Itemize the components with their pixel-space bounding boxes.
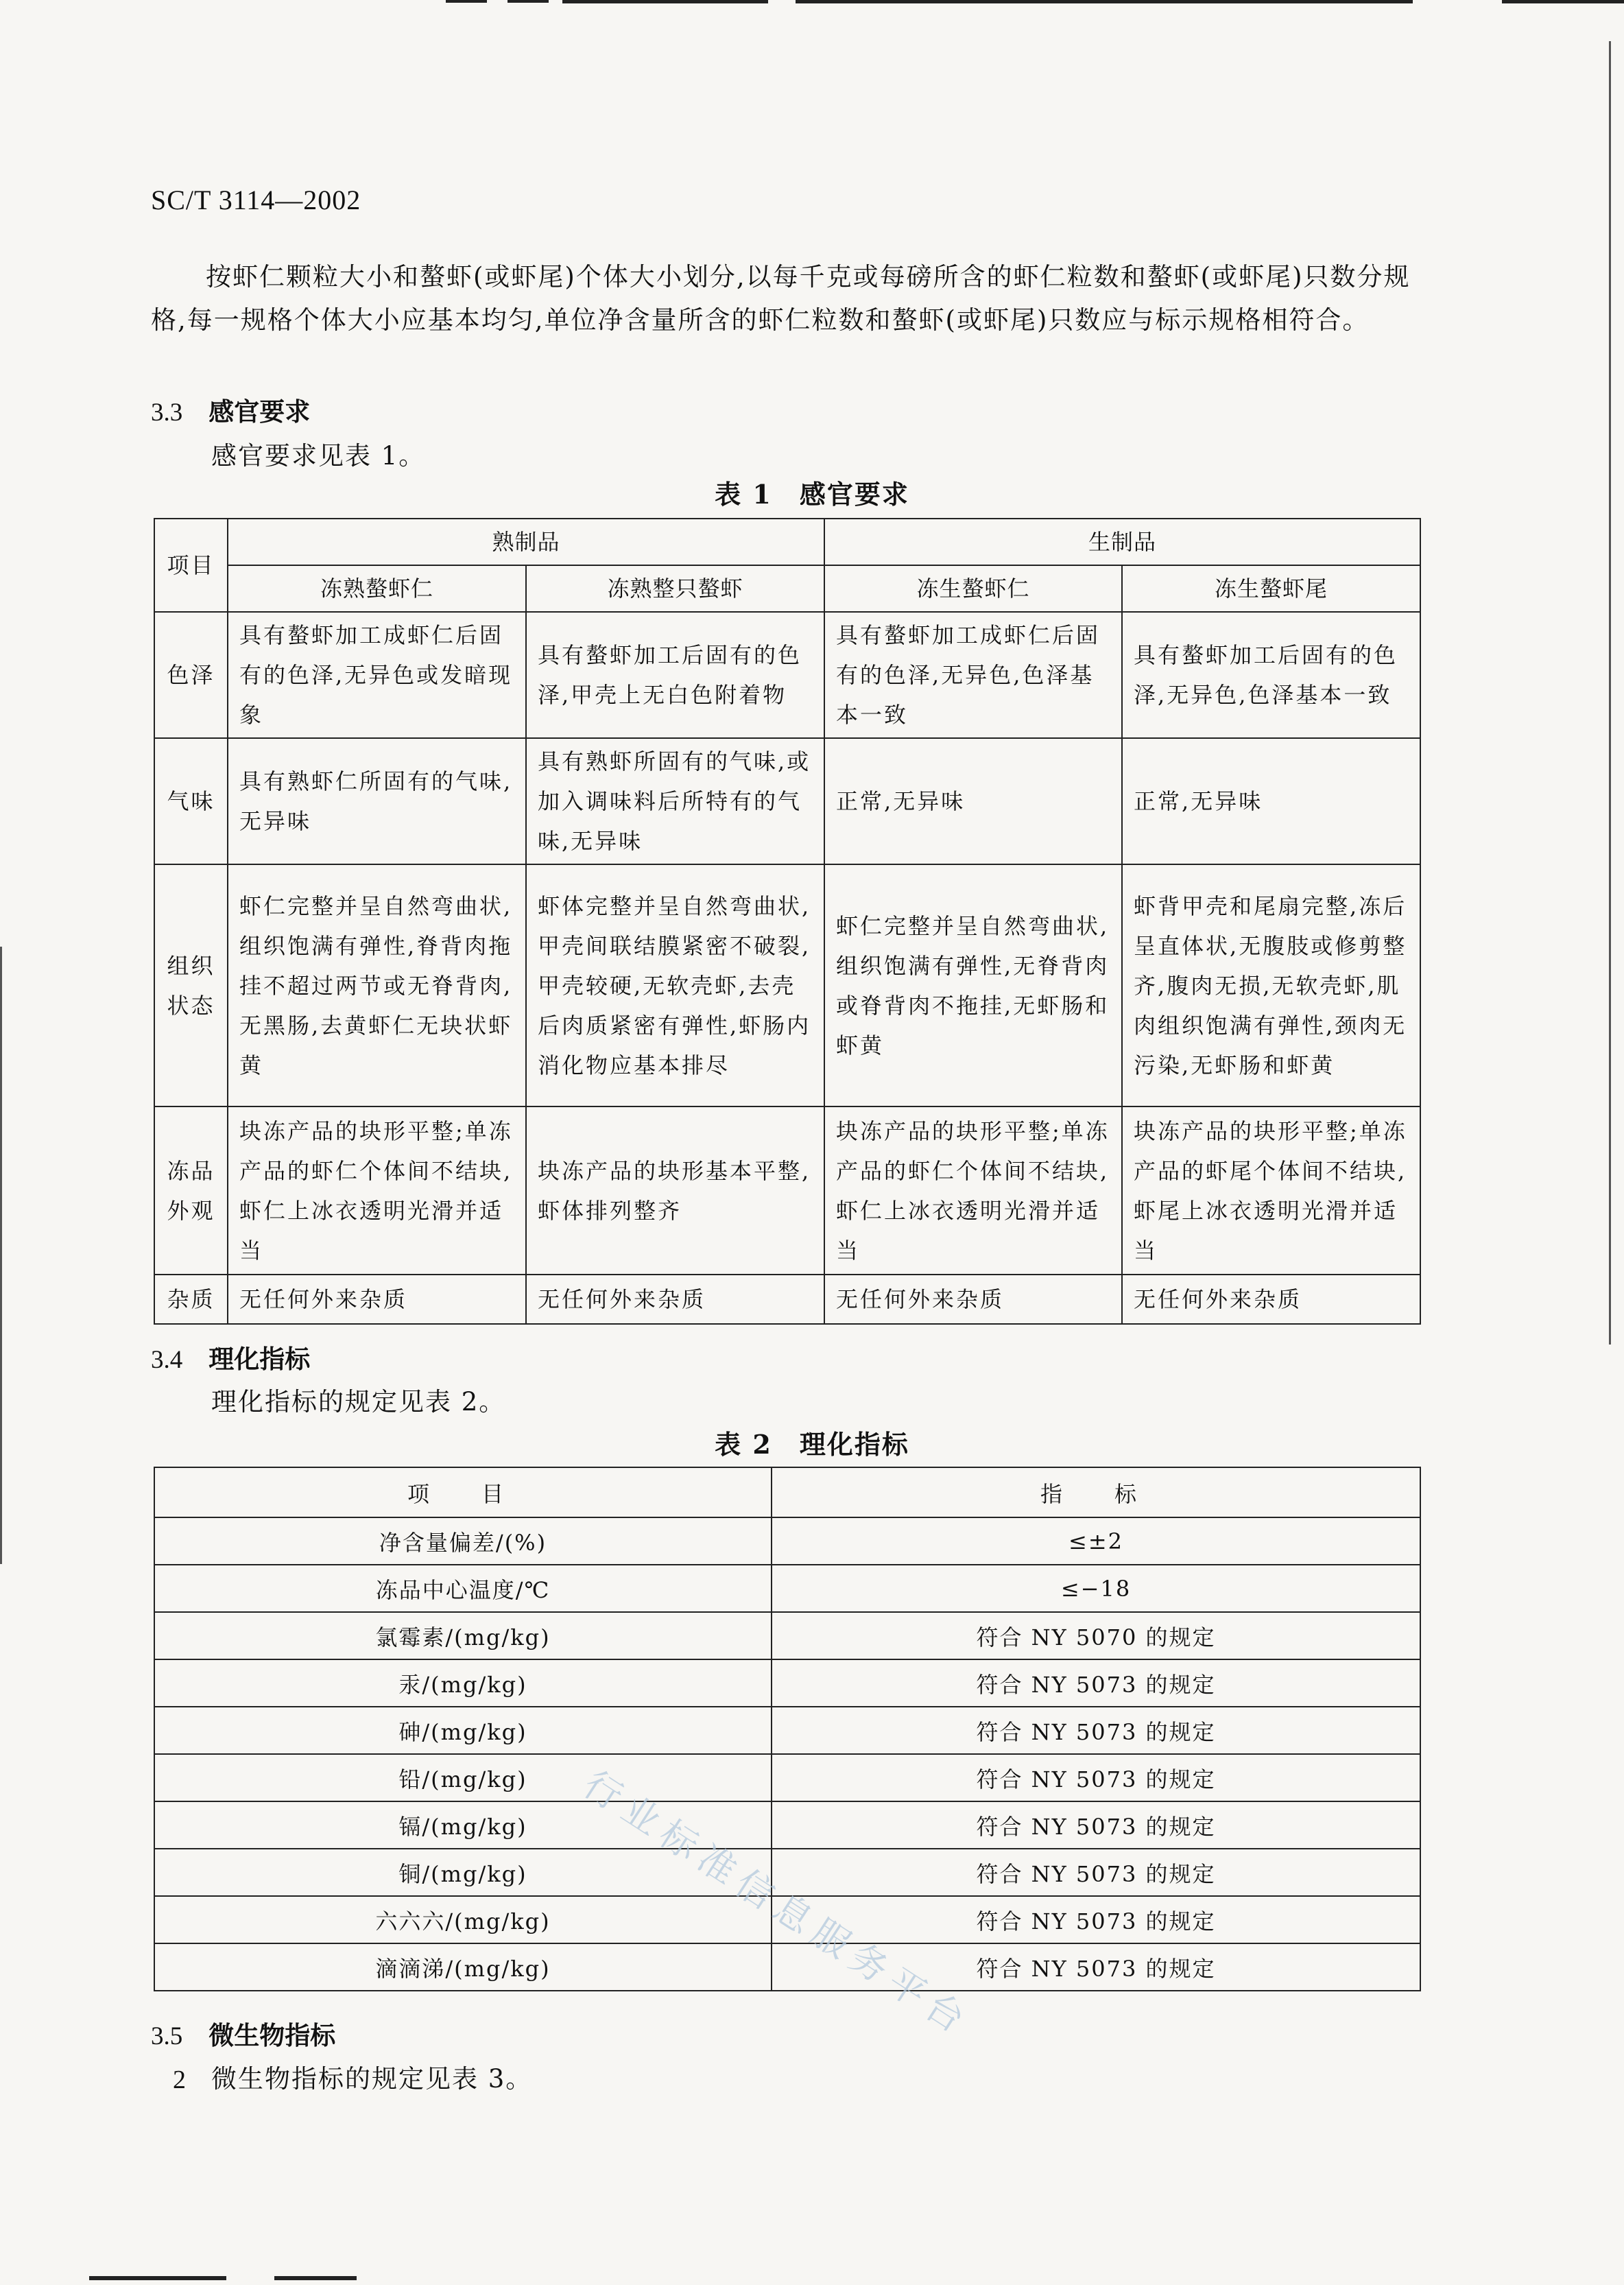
row-value: ≤−18 [772, 1565, 1420, 1612]
row-item: 铜/(mg/kg) [154, 1849, 772, 1896]
scan-edge [1609, 41, 1611, 1345]
table-cell: 无任何外来杂质 [1122, 1275, 1420, 1324]
table-cell: 虾仁完整并呈自然弯曲状,组织饱满有弹性,脊背肉拖挂不超过两节或无脊背肉,无黑肠,去黄虾仁无块状虾黄 [228, 864, 526, 1106]
section-title: 理化指标 [208, 1344, 311, 1374]
section-number: 3.5 [151, 2022, 183, 2050]
row-item: 六六六/(mg/kg) [154, 1896, 772, 1943]
header-col: 冻熟整只螯虾 [526, 565, 824, 612]
table-row [154, 612, 1420, 738]
section-number: 3.3 [151, 399, 183, 427]
table-row [154, 1612, 1420, 1659]
table-row [154, 1275, 1420, 1324]
table-1-caption: 表 1 感官要求 [715, 479, 909, 510]
scan-edge [0, 947, 2, 1564]
section-3-4-intro: 理化指标的规定见表 2。 [211, 1387, 506, 1417]
row-item: 铅/(mg/kg) [154, 1754, 772, 1801]
table-cell: 无任何外来杂质 [526, 1275, 824, 1324]
table-row [154, 1801, 1420, 1849]
header-col: 冻生螯虾尾 [1122, 565, 1420, 612]
row-item: 净含量偏差/(%) [154, 1517, 772, 1565]
row-item: 镉/(mg/kg) [154, 1801, 772, 1849]
scan-mark [446, 0, 487, 3]
table-row [154, 1106, 1420, 1275]
table-row [154, 738, 1420, 864]
header-item: 项目 [154, 519, 228, 612]
row-item: 冻品中心温度/℃ [154, 1565, 772, 1612]
row-value: 符合 NY 5073 的规定 [772, 1849, 1420, 1896]
page-number: 2 [173, 2065, 186, 2094]
table-row [154, 1517, 1420, 1565]
table-cell: 正常,无异味 [824, 738, 1122, 864]
table-cell: 虾背甲壳和尾扇完整,冻后呈直体状,无腹肢或修剪整齐,腹肉无损,无软壳虾,肌肉组织饱满有弹性,颈肉无污染,无虾肠和虾黄 [1122, 864, 1420, 1106]
row-value: ≤±2 [772, 1517, 1420, 1565]
row-value: 符合 NY 5073 的规定 [772, 1707, 1420, 1754]
table-cell: 无任何外来杂质 [824, 1275, 1122, 1324]
table-row [154, 1565, 1420, 1612]
header-raw-group: 生制品 [824, 519, 1420, 565]
table-cell: 具有螯虾加工后固有的色泽,甲壳上无白色附着物 [526, 612, 824, 738]
header-index: 指 标 [772, 1467, 1420, 1517]
row-value: 符合 NY 5073 的规定 [772, 1801, 1420, 1849]
section-3-3-intro: 感官要求见表 1。 [211, 441, 426, 471]
row-value: 符合 NY 5073 的规定 [772, 1896, 1420, 1943]
scan-mark [796, 0, 1413, 3]
sensory-requirements-table [154, 518, 1421, 1325]
table-2-caption: 表 2 理化指标 [715, 1429, 909, 1460]
row-item: 气味 [154, 738, 228, 864]
table-row [154, 864, 1420, 1106]
table-cell: 块冻产品的块形基本平整,虾体排列整齐 [526, 1106, 824, 1275]
table-row [154, 1943, 1420, 1991]
table-header-row [154, 1467, 1420, 1517]
row-item: 汞/(mg/kg) [154, 1659, 772, 1707]
scan-mark [562, 0, 768, 3]
table-cell: 块冻产品的块形平整;单冻产品的虾尾个体间不结块,虾尾上冰衣透明光滑并适当 [1122, 1106, 1420, 1275]
section-title: 感官要求 [208, 396, 311, 427]
table-cell: 块冻产品的块形平整;单冻产品的虾仁个体间不结块,虾仁上冰衣透明光滑并适当 [824, 1106, 1122, 1275]
table-row [154, 1754, 1420, 1801]
watermark: 行业标准信息服务平台 [575, 1762, 979, 2046]
scan-mark [274, 2276, 357, 2280]
row-item: 砷/(mg/kg) [154, 1707, 772, 1754]
row-value: 符合 NY 5073 的规定 [772, 1943, 1420, 1991]
table-cell: 具有熟虾仁所固有的气味,无异味 [228, 738, 526, 864]
row-value: 符合 NY 5070 的规定 [772, 1612, 1420, 1659]
table-cell: 具有螯虾加工成虾仁后固有的色泽,无异色或发暗现象 [228, 612, 526, 738]
header-col: 冻熟螯虾仁 [228, 565, 526, 612]
scan-mark [89, 2276, 226, 2280]
row-item: 色泽 [154, 612, 228, 738]
scan-mark [508, 0, 549, 3]
header-cooked-group: 熟制品 [228, 519, 824, 565]
section-title: 微生物指标 [208, 2020, 336, 2050]
row-value: 符合 NY 5073 的规定 [772, 1754, 1420, 1801]
row-item: 氯霉素/(mg/kg) [154, 1612, 772, 1659]
table-cell: 虾仁完整并呈自然弯曲状,组织饱满有弹性,无脊背肉或脊背肉不拖挂,无虾肠和虾黄 [824, 864, 1122, 1106]
table-cell: 具有螯虾加工成虾仁后固有的色泽,无异色,色泽基本一致 [824, 612, 1122, 738]
table-row [154, 1659, 1420, 1707]
row-item: 杂质 [154, 1275, 228, 1324]
table-cell: 具有螯虾加工后固有的色泽,无异色,色泽基本一致 [1122, 612, 1420, 738]
section-3-4-heading [151, 1338, 310, 1375]
table-cell: 无任何外来杂质 [228, 1275, 526, 1324]
table-cell: 块冻产品的块形平整;单冻产品的虾仁个体间不结块,虾仁上冰衣透明光滑并适当 [228, 1106, 526, 1275]
section-3-5-intro: 微生物指标的规定见表 3。 [211, 2064, 533, 2094]
document-code: SC/T 3114—2002 [151, 185, 361, 215]
scan-mark [1502, 0, 1624, 3]
table-cell: 正常,无异味 [1122, 738, 1420, 864]
row-item: 冻品外观 [154, 1106, 228, 1275]
section-number: 3.4 [151, 1346, 183, 1374]
header-item: 项 目 [154, 1467, 772, 1517]
section-3-5-heading [151, 2015, 335, 2052]
row-item: 组织状态 [154, 864, 228, 1106]
header-col: 冻生螯虾仁 [824, 565, 1122, 612]
table-cell: 虾体完整并呈自然弯曲状,甲壳间联结膜紧密不破裂,甲壳较硬,无软壳虾,去壳后肉质紧密有弹性,虾肠内消化物应基本排尽 [526, 864, 824, 1106]
table-row [154, 1707, 1420, 1754]
row-item: 滴滴涕/(mg/kg) [154, 1943, 772, 1991]
intro-paragraph: 按虾仁颗粒大小和螯虾(或虾尾)个体大小划分,以每千克或每磅所含的虾仁粒数和螯虾(或虾尾)只数分规格,每一规格个体大小应基本均匀,单位净含量所含的虾仁粒数和螯虾(或虾尾)只数应与标示规格相符合。 [151, 262, 1411, 335]
row-value: 符合 NY 5073 的规定 [772, 1659, 1420, 1707]
section-3-3-heading [151, 391, 310, 428]
table-cell: 具有熟虾所固有的气味,或加入调味料后所特有的气味,无异味 [526, 738, 824, 864]
